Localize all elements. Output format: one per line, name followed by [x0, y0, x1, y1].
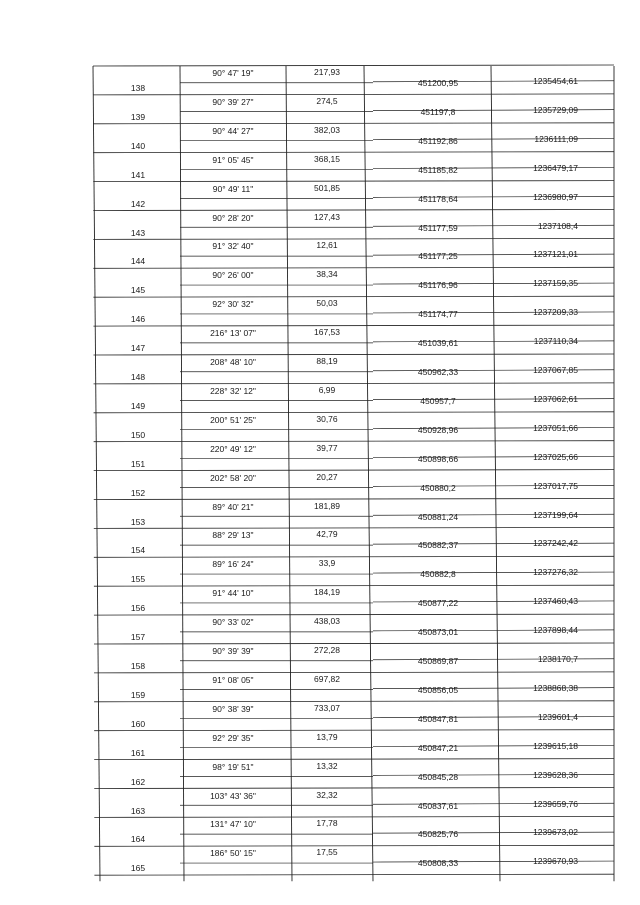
row-rule: [93, 181, 614, 182]
coordinate-y: 1237025,66: [533, 451, 578, 462]
bearing-angle: 88° 29' 13": [212, 530, 254, 541]
coordinate-y: 1237460,43: [533, 596, 578, 607]
row-rule: [94, 499, 614, 500]
coordinate-x: 451178,64: [418, 193, 458, 204]
coordinate-y: 1237898,44: [533, 625, 578, 636]
bearing-angle: 216° 13' 07": [210, 328, 256, 339]
coordinate-x: 450847,21: [417, 742, 459, 753]
point-number: 144: [130, 256, 146, 267]
segment-length: 127,43: [314, 211, 340, 222]
segment-length: 184,19: [314, 587, 340, 598]
row-rule: [94, 527, 614, 528]
bearing-angle: 202° 58' 20": [210, 472, 256, 483]
row-rule: [94, 788, 614, 789]
coordinate-x: 450873,01: [417, 627, 459, 638]
bearing-angle: 90° 39' 39": [212, 646, 254, 656]
segment-length: 438,03: [314, 616, 340, 627]
coordinate-y: 1239628,36: [533, 769, 578, 780]
coordinate-y: 1237067,85: [533, 365, 578, 375]
bearing-angle: 92° 30' 32": [212, 299, 254, 310]
coordinate-x: 450881,24: [417, 511, 459, 522]
coordinate-y: 1237199,64: [533, 509, 578, 520]
point-number: 156: [130, 603, 146, 614]
point-number: 146: [130, 314, 146, 325]
point-number: 142: [130, 198, 146, 209]
point-number: 163: [130, 805, 146, 816]
coordinate-x: 451039,61: [417, 338, 459, 349]
point-number: 143: [130, 227, 146, 238]
point-number: 161: [130, 747, 146, 758]
bearing-angle: 90° 44' 27": [212, 125, 254, 136]
bearing-angle: 90° 49' 11": [212, 183, 254, 194]
row-rule: [94, 672, 614, 673]
row-rule: [93, 65, 614, 66]
coordinate-x: 450962,33: [417, 367, 459, 377]
segment-length: 217,93: [314, 67, 340, 77]
segment-length: 38,34: [316, 269, 338, 280]
coordinate-x: 450825,76: [417, 829, 459, 840]
coordinate-y: 1239670,93: [533, 856, 578, 867]
coordinate-x: 451185,82: [418, 164, 458, 175]
coordinate-y: 1238868,38: [533, 682, 578, 693]
segment-length: 501,85: [314, 182, 340, 193]
row-rule: [94, 701, 614, 702]
coordinate-x: 450880,2: [420, 482, 456, 493]
point-number: 152: [130, 487, 146, 498]
point-number: 155: [130, 574, 146, 585]
coordinate-x: 451192,86: [418, 135, 458, 146]
segment-length: 181,89: [314, 500, 340, 511]
coordinate-x: 450856,05: [417, 684, 459, 695]
point-number: 158: [130, 661, 146, 671]
segment-length: 30,76: [316, 413, 338, 424]
segment-length: 17,55: [316, 847, 338, 858]
row-rule: [94, 354, 615, 355]
point-number: 159: [130, 689, 146, 700]
bearing-angle: 228° 32' 12": [210, 385, 256, 396]
coordinate-x: 450837,61: [417, 800, 459, 811]
bearing-angle: 90° 38' 39": [212, 703, 254, 714]
coordinate-y: 1237108,4: [537, 220, 578, 231]
bearing-angle: 90° 33' 02": [212, 617, 254, 628]
coordinate-y: 1239673,02: [533, 827, 578, 838]
row-rule: [93, 267, 614, 268]
point-number: 164: [130, 834, 146, 845]
coordinate-x: 451177,25: [418, 251, 458, 262]
point-number: 149: [130, 400, 146, 411]
coordinate-x: 450877,22: [417, 598, 459, 609]
row-rule: [93, 325, 614, 326]
bearing-angle: 186° 50' 15": [210, 848, 256, 859]
bearing-angle: 91° 32' 40": [212, 241, 254, 252]
point-number: 145: [130, 285, 146, 296]
row-rule: [94, 556, 614, 557]
segment-length: 17,78: [316, 818, 338, 829]
coordinate-y: 1238170,7: [537, 654, 578, 664]
coordinate-x: 451197,8: [420, 106, 456, 117]
coordinate-x: 451200,95: [417, 78, 459, 88]
segment-length: 382,03: [314, 124, 340, 135]
segment-length: 733,07: [314, 702, 340, 713]
coordinate-x: 450847,81: [417, 713, 459, 724]
row-rule: [93, 152, 614, 153]
coordinate-y: 1237017,75: [533, 480, 578, 491]
coordinate-y: 1237159,35: [533, 278, 578, 289]
segment-length: 42,79: [316, 529, 338, 540]
point-number: 160: [130, 718, 146, 729]
bearing-angle: 91° 44' 10": [212, 588, 254, 599]
row-rule: [94, 470, 614, 471]
coordinate-y: 1237051,66: [533, 422, 578, 433]
row-rule: [93, 94, 614, 95]
coordinate-x: 450845,28: [417, 771, 459, 782]
point-number: 140: [130, 140, 146, 151]
segment-length: 272,28: [314, 645, 340, 655]
coordinate-y: 1236479,17: [533, 162, 578, 173]
point-number: 139: [130, 111, 146, 122]
bearing-angle: 220° 49' 12": [210, 443, 256, 454]
coordinate-x: 450808,33: [417, 858, 459, 869]
bearing-angle: 131° 47' 10": [210, 819, 256, 830]
coordinate-x: 450882,8: [420, 569, 456, 580]
row-rule: [94, 730, 614, 731]
point-number: 147: [130, 343, 146, 354]
segment-length: 50,03: [316, 298, 338, 309]
bearing-angle: 208° 48' 10": [210, 357, 256, 367]
coordinate-x: 450882,37: [417, 540, 459, 551]
bearing-angle: 90° 28' 20": [212, 212, 254, 223]
row-rule: [94, 614, 614, 615]
coordinate-y: 1237062,61: [533, 393, 578, 404]
point-number: 165: [130, 863, 146, 874]
segment-length: 697,82: [314, 673, 340, 684]
coordinate-x: 451174,77: [418, 309, 458, 320]
bearing-angle: 90° 39' 27": [212, 96, 254, 107]
row-rule: [94, 643, 614, 644]
bearing-angle: 91° 08' 05": [212, 674, 254, 685]
row-rule: [94, 759, 614, 760]
segment-length: 274,5: [316, 95, 338, 106]
segment-length: 12,61: [316, 240, 338, 251]
segment-length: 13,79: [316, 731, 338, 742]
column-rule: [93, 66, 100, 881]
segment-length: 39,77: [316, 442, 338, 453]
coordinate-y: 1236980,97: [533, 191, 578, 202]
segment-length: 88,19: [316, 356, 338, 366]
coordinate-y: 1237242,42: [533, 538, 578, 549]
row-rule: [93, 210, 614, 211]
segment-length: 33,9: [318, 558, 336, 569]
segment-length: 167,53: [314, 327, 340, 338]
segment-length: 32,32: [316, 789, 338, 800]
coordinate-y: 1237209,33: [533, 307, 578, 318]
row-rule: [94, 412, 614, 413]
row-rule: [94, 441, 614, 442]
point-number: 151: [130, 458, 146, 469]
bearing-angle: 103° 43' 36": [210, 790, 256, 801]
coordinate-x: 451176,96: [418, 280, 458, 291]
coordinate-y: 1239601,4: [537, 711, 578, 722]
point-number: 138: [130, 83, 146, 93]
point-number: 153: [130, 516, 146, 527]
coordinate-y: 1236111,09: [534, 133, 578, 144]
bearing-angle: 90° 26' 00": [212, 270, 254, 281]
coordinate-y: 1239615,18: [533, 740, 578, 751]
coordinate-y: 1239659,76: [533, 798, 578, 809]
bearing-angle: 90° 47' 19": [212, 68, 254, 78]
point-number: 141: [130, 169, 146, 180]
bearing-angle: 89° 40' 21": [212, 501, 254, 512]
point-number: 162: [130, 776, 146, 787]
row-rule: [94, 874, 614, 875]
row-rule: [94, 845, 614, 846]
bearing-angle: 89° 16' 24": [212, 559, 254, 570]
coordinate-y: 1237121,01: [533, 249, 578, 260]
row-rule: [93, 238, 614, 239]
coordinate-x: 450898,66: [417, 453, 459, 464]
row-rule: [94, 383, 614, 384]
coordinate-x: 450869,87: [417, 656, 459, 666]
bearing-angle: 91° 05' 45": [212, 154, 254, 165]
point-number: 154: [130, 545, 146, 556]
coordinate-y: 1237276,32: [533, 567, 578, 578]
point-number: 148: [130, 372, 146, 382]
row-rule: [94, 816, 614, 817]
coordinate-x: 450928,96: [417, 424, 459, 435]
bearing-angle: 98° 19' 51": [212, 761, 254, 772]
segment-length: 368,15: [314, 153, 340, 164]
point-number: 157: [130, 632, 146, 643]
coordinate-y: 1235729,09: [533, 104, 578, 115]
coordinate-x: 451177,59: [418, 222, 458, 233]
row-rule: [93, 123, 614, 124]
coordinate-x: 450957,7: [420, 395, 456, 406]
coordinate-y: 1237110,34: [533, 336, 578, 347]
point-number: 150: [130, 429, 146, 440]
segment-length: 6,99: [318, 384, 336, 395]
bearing-angle: 92° 29' 35": [212, 732, 254, 743]
coordinate-y: 1235454,61: [533, 76, 578, 86]
row-rule: [93, 296, 614, 297]
segment-length: 13,32: [316, 760, 338, 771]
segment-length: 20,27: [316, 471, 338, 482]
row-rule: [94, 585, 614, 586]
bearing-angle: 200° 51' 25": [210, 414, 256, 425]
